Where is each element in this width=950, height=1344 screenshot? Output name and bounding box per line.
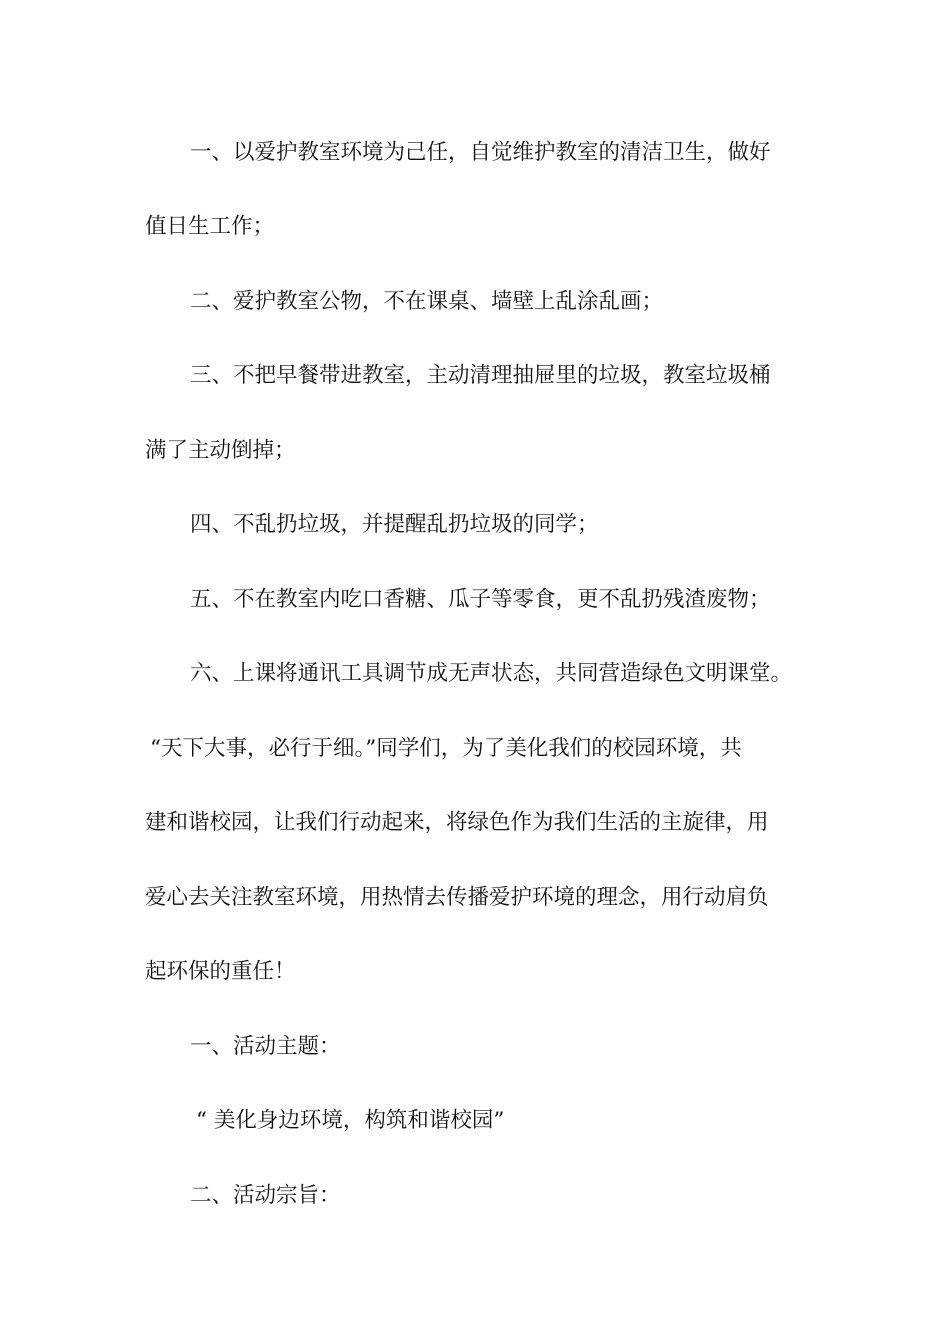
paragraph-line-2: 值日生工作； [145,214,275,239]
section-heading-purpose: 二、活动宗旨： [190,1183,341,1208]
paragraph-line-6: 四、不乱扔垃圾，并提醒乱扔垃圾的同学； [190,512,599,537]
paragraph-line-12: 起环保的重任！ [145,959,296,984]
paragraph-line-4: 三、不把早餐带进教室，主动清理抽屉里的垃圾，教室垃圾桶 [190,363,771,388]
paragraph-line-5: 满了主动倒掉； [145,438,296,463]
paragraph-line-10: 建和谐校园，让我们行动起来，将绿色作为我们生活的主旋律，用 [145,810,769,835]
paragraph-line-9: “天下大事，必行于细。”同学们，为了美化我们的校园环境，共 [150,736,742,761]
paragraph-line-8: 六、上课将通讯工具调节成无声状态，共同营造绿色文明课堂。 [190,661,793,686]
theme-slogan: “ 美化身边环境，构筑和谐校园” [196,1108,505,1133]
section-heading-theme: 一、活动主题： [190,1034,341,1059]
paragraph-line-7: 五、不在教室内吃口香糖、瓜子等零食，更不乱扔残渣废物； [190,587,771,612]
paragraph-line-11: 爱心去关注教室环境，用热情去传播爱护环境的理念，用行动肩负 [145,885,769,910]
paragraph-line-1: 一、以爱护教室环境为己任，自觉维护教室的清洁卫生，做好 [190,140,771,165]
paragraph-line-3: 二、爱护教室公物，不在课桌、墙壁上乱涂乱画； [190,289,664,314]
